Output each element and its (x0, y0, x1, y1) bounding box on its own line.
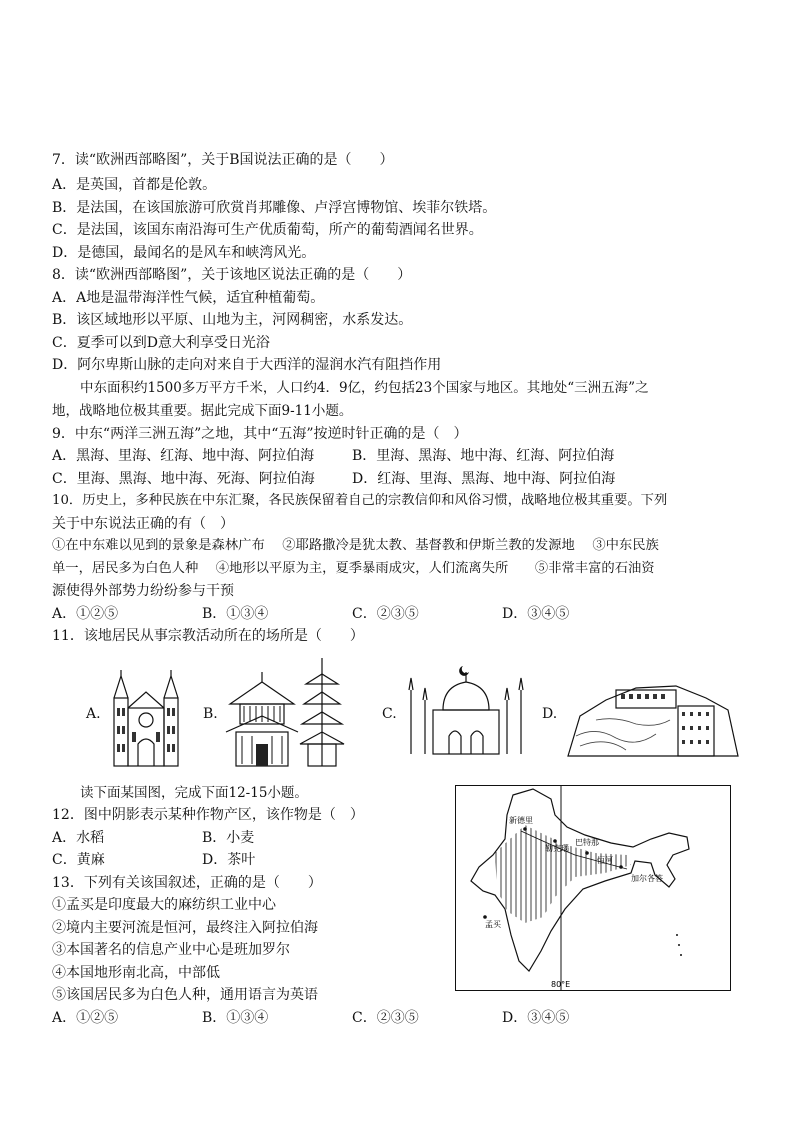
pagoda-temple-icon (222, 656, 364, 768)
q7-option-c: C．是法国，该国东南沿海可生产优质葡萄，所产的葡萄酒闻名世界。 (52, 222, 483, 238)
intro-9-11-line1: 中东面积约1500多万平方千米，人口约4．9亿，约包括23个国家与地区。其地处“三洲五海”之 (80, 380, 649, 396)
map-label-city2: 勒克瑙 (545, 844, 569, 853)
map-label-city3: 巴特那 (575, 838, 599, 847)
q9-option-a: A．黑海、里海、红海、地中海、阿拉伯海 (52, 448, 315, 464)
city-marker (553, 839, 557, 843)
q12-option-a: A．水稻 (52, 830, 105, 846)
map-label-city1: 新德里 (509, 816, 533, 825)
map-label-city5: 孟买 (485, 920, 501, 929)
mosque-icon (405, 660, 527, 756)
q10-stem-line2: 关于中东说法正确的有（ ） (52, 516, 234, 532)
city-marker (483, 915, 487, 919)
q13-option-a: A．①②⑤ (52, 1010, 119, 1026)
q8-option-c: C．夏季可以到D意大利享受日光浴 (52, 335, 270, 351)
map-label-city4: 加尔各答 (631, 874, 663, 883)
q11-label-a: A. (86, 706, 101, 722)
city-marker (585, 851, 589, 855)
intro-9-11-line2: 地，战略地位极其重要。据此完成下面9-11小题。 (52, 403, 353, 419)
map-label-meridian: 80°E (551, 980, 571, 989)
q13-item-3: ③本国著名的信息产业中心是班加罗尔 (52, 942, 290, 958)
church-icon (108, 668, 184, 768)
q9-option-b: B．里海、黑海、地中海、红海、阿拉伯海 (352, 448, 615, 464)
q13-item-5: ⑤该国居民多为白色人种，通用语言为英语 (52, 987, 318, 1003)
india-map (455, 785, 731, 991)
city-marker (619, 865, 623, 869)
q13-item-1: ①孟买是印度最大的麻纺织工业中心 (52, 897, 276, 913)
q13-option-c: C．②③⑤ (352, 1010, 419, 1026)
q8-option-d: D．阿尔卑斯山脉的走向对来自于大西洋的湿润水汽有阻挡作用 (52, 357, 442, 373)
map-label-river: 恒河 (597, 856, 613, 865)
q11-stem: 11．该地居民从事宗教活动所在的场所是（ ） (52, 628, 364, 644)
q10-item-line2: 单一，居民多为白色人种 ④地形以平原为主，夏季暴雨成灾，人们流离失所 ⑤非常丰富的石油资 (52, 561, 655, 576)
q7-stem: 7．读“欧洲西部略图”，关于B国说法正确的是（ ） (52, 152, 394, 168)
potala-palace-icon (566, 676, 740, 758)
q9-option-d: D．红海、里海、黑海、地中海、阿拉伯海 (352, 471, 616, 487)
map-frame (456, 786, 731, 991)
q12-option-b: B．小麦 (202, 830, 255, 846)
q9-option-c: C．里海、黑海、地中海、死海、阿拉伯海 (52, 471, 315, 487)
q9-stem: 9．中东“两洋三洲五海”之地，其中“五海”按逆时针正确的是（ ） (52, 426, 468, 442)
q11-label-d: D. (542, 706, 558, 722)
q8-stem: 8．读“欧洲西部略图”，关于该地区说法正确的是（ ） (52, 267, 412, 283)
q8-option-b: B．该区域地形以平原、山地为主，河网稠密，水系发达。 (52, 312, 413, 328)
q7-option-d: D．是德国，最闻名的是风车和峡湾风光。 (52, 245, 316, 261)
q10-stem-line1: 10．历史上，多种民族在中东汇聚，各民族保留着自己的宗教信仰和风俗习惯，战略地位极其重要。下列 (52, 493, 668, 508)
q13-item-2: ②境内主要河流是恒河，最终注入阿拉伯海 (52, 920, 318, 936)
q12-option-c: C．黄麻 (52, 852, 105, 868)
q10-item-line3: 源使得外部势力纷纷参与干预 (52, 583, 234, 599)
q10-option-a: A．①②⑤ (52, 606, 119, 622)
q11-label-b: B. (203, 706, 218, 722)
q7-option-b: B．是法国，在该国旅游可欣赏肖邦雕像、卢浮宫博物馆、埃菲尔铁塔。 (52, 200, 497, 216)
city-marker (523, 827, 527, 831)
q12-stem: 12．图中阴影表示某种作物产区，该作物是（ ） (52, 807, 364, 823)
q7-option-a: A．是英国，首都是伦敦。 (52, 177, 217, 193)
q13-option-b: B．①③④ (202, 1010, 269, 1026)
q10-option-b: B．①③④ (202, 606, 269, 622)
intro-12-15: 读下面某国图，完成下面12-15小题。 (80, 785, 308, 801)
q10-option-d: D．③④⑤ (502, 606, 570, 622)
q11-label-c: C. (382, 706, 397, 722)
q13-option-d: D．③④⑤ (502, 1010, 570, 1026)
q13-stem: 13．下列有关该国叙述，正确的是（ ） (52, 875, 322, 891)
q12-option-d: D．茶叶 (202, 852, 256, 868)
q13-item-4: ④本国地形南北高，中部低 (52, 965, 220, 981)
q8-option-a: A．A地是温带海洋性气候，适宜种植葡萄。 (52, 290, 325, 306)
q10-item-line1: ①在中东难以见到的景象是森林广布 ②耶路撒冷是犹太教、基督教和伊斯兰教的发源地 ③中东民族 (52, 538, 659, 553)
q10-option-c: C．②③⑤ (352, 606, 419, 622)
